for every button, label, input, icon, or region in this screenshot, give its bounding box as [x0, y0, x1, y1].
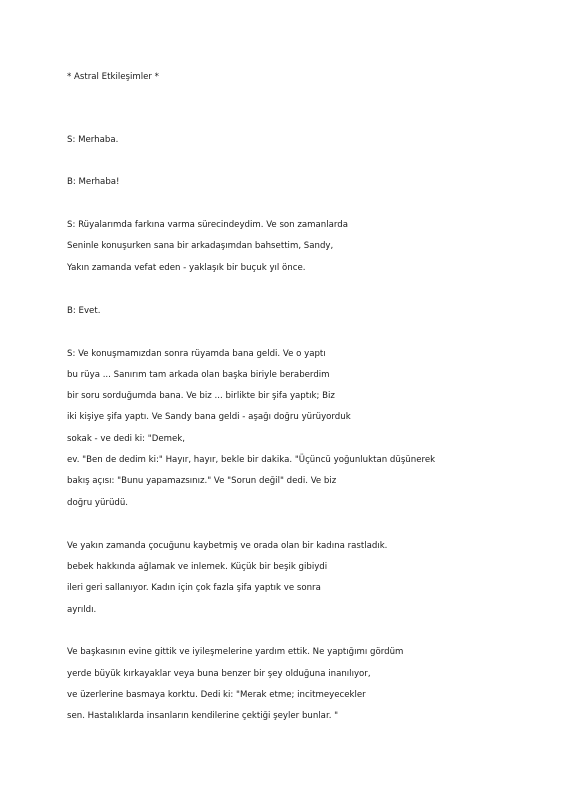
text-line: bu rüya ... Sanırım tam arkada olan başka biriyle beraberdim — [67, 370, 330, 380]
text-line: S: Ve konuşmamızdan sonra rüyamda bana geldi. Ve o yaptı — [67, 349, 326, 359]
text-line: Yakın zamanda vefat eden - yaklaşık bir buçuk yıl önce. — [67, 263, 306, 273]
document-title: * Astral Etkileşimler * — [67, 72, 159, 82]
text-line: ayrıldı. — [67, 605, 97, 615]
text-line: yerde büyük kırkayaklar veya buna benzer bir şey olduğuna inanılıyor, — [67, 669, 371, 679]
text-line: S: Rüyalarımda farkına varma sürecindeydim. Ve son zamanlarda — [67, 220, 348, 230]
text-line: Ve başkasının evine gittik ve iyileşmelerine yardım ettik. Ne yaptığımı gördüm — [67, 647, 404, 657]
text-line: sen. Hastalıklarda insanların kendilerine çektiği şeyler bunlar. " — [67, 711, 339, 721]
text-line: ileri geri sallanıyor. Kadın için çok fazla şifa yaptık ve sonra — [67, 583, 321, 593]
text-line: S: Merhaba. — [67, 135, 119, 145]
text-line: sokak - ve dedi ki: "Demek, — [67, 434, 186, 444]
text-line: B: Merhaba! — [67, 177, 120, 187]
text-line: iki kişiye şifa yaptı. Ve Sandy bana geldi - aşağı doğru yürüyorduk — [67, 412, 351, 422]
text-line: doğru yürüdü. — [67, 498, 129, 508]
text-line: bir soru sorduğumda bana. Ve biz ... birlikte bir şifa yaptık; Biz — [67, 391, 335, 401]
text-line: ve üzerlerine basmaya korktu. Dedi ki: "Merak etme; incitmeyecekler — [67, 690, 366, 700]
text-line: Seninle konuşurken sana bir arkadaşımdan bahsettim, Sandy, — [67, 241, 334, 251]
text-line: bebek hakkında ağlamak ve inlemek. Küçük bir beşik gibiydi — [67, 562, 328, 572]
text-line: B: Evet. — [67, 306, 101, 316]
text-line: bakış açısı: "Bunu yapamazsınız." Ve "Sorun değil" dedi. Ve biz — [67, 476, 337, 486]
text-line: Ve yakın zamanda çocuğunu kaybetmiş ve orada olan bir kadına rastladık. — [67, 541, 388, 551]
text-line: ev. "Ben de dedim ki:" Hayır, hayır, bekle bir dakika. "Üçüncü yoğunluktan düşünerek — [67, 455, 436, 465]
